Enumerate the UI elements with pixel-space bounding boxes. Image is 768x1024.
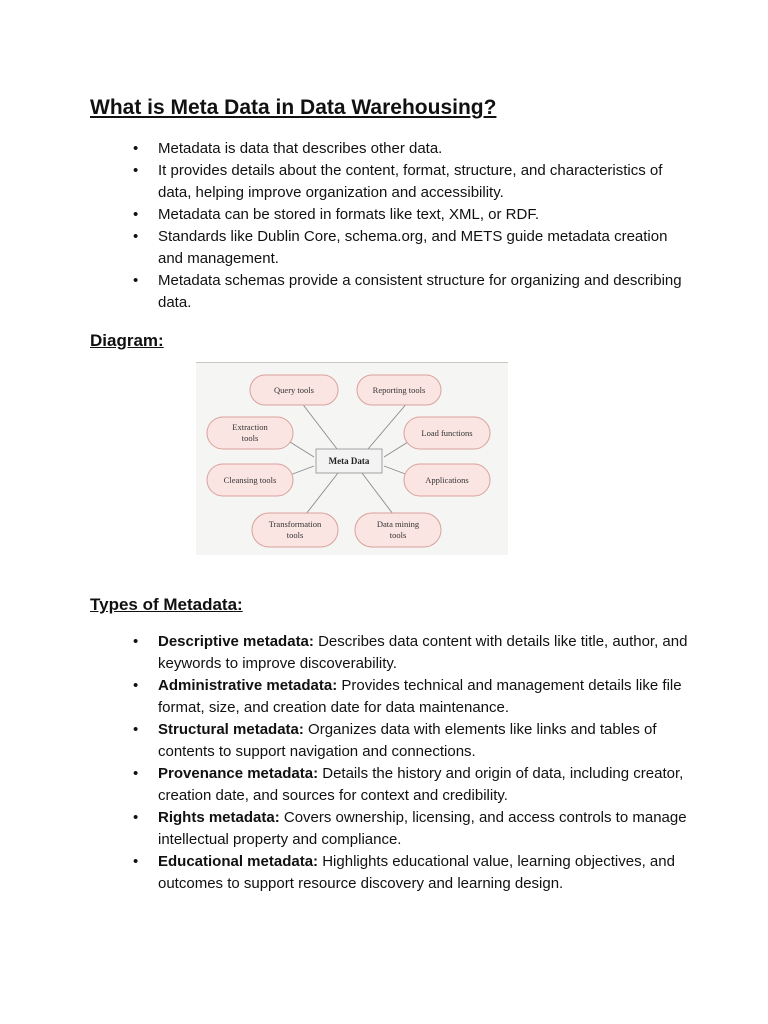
intro-bullet: • Standards like Dublin Core, schema.org, and METS guide metadata creation and management. [130,226,690,270]
connector-data-mining [362,473,393,514]
types-heading: Types of Metadata: [90,595,243,614]
node-label: Data mining [376,519,420,529]
node-label: tools [389,530,407,540]
connector-transformation [306,473,338,514]
type-description: Details the history and origin of data, including creator, creation date, and sources for context and credibility. [158,765,684,804]
type-item [130,675,690,719]
type-term: Educational metadata: [158,853,319,870]
type-description: Highlights educational value, learning objectives, and outcomes to support resource discovery and learning design. [158,853,675,892]
node-label: tools [286,530,304,540]
intro-bullet: • It provides details about the content, format, structure, and characteristics of data, helping improve organization and accessibility. [130,160,690,204]
diagram-heading: Diagram: [90,331,164,350]
node-label: Query tools [274,385,314,395]
connector-query [301,402,337,449]
node-label: Transformation [268,519,322,529]
node-label: Cleansing tools [223,475,277,485]
type-description: Provides technical and management details like file format, size, and creation date for data maintenance. [158,677,682,716]
node-label: tools [241,433,259,443]
type-item [130,719,690,763]
type-description: Organizes data with elements like links and tables of contents to support navigation and connections. [158,721,657,760]
type-term: Rights metadata: [158,809,280,826]
diagram-svg [196,363,508,555]
type-term: Administrative metadata: [158,677,338,694]
metadata-diagram [196,362,508,555]
node-label: Load functions [421,428,473,438]
intro-bullet: • Metadata can be stored in formats like text, XML, or RDF. [130,204,690,226]
page-title: What is Meta Data in Data Warehousing? [90,96,497,119]
intro-bullet-list [130,138,690,314]
node-label: Reporting tools [372,385,426,395]
type-item [130,763,690,807]
type-description: Describes data content with details like title, author, and keywords to improve discoverability. [158,633,688,672]
type-item [130,851,690,895]
node-label: Applications [425,475,469,485]
type-item [130,631,690,675]
type-term: Descriptive metadata: [158,633,314,650]
intro-bullet: • Metadata schemas provide a consistent structure for organizing and describing data. [130,270,690,314]
type-item [130,807,690,851]
node-label: Extraction [232,422,268,432]
types-bullet-list [130,631,690,895]
connector-reporting [368,402,408,449]
type-term: Structural metadata: [158,721,304,738]
type-description: Covers ownership, licensing, and access controls to manage intellectual property and compliance. [158,809,687,848]
type-term: Provenance metadata: [158,765,319,782]
center-node-label: Meta Data [328,456,370,466]
intro-bullet: • Metadata is data that describes other data. [130,138,690,160]
